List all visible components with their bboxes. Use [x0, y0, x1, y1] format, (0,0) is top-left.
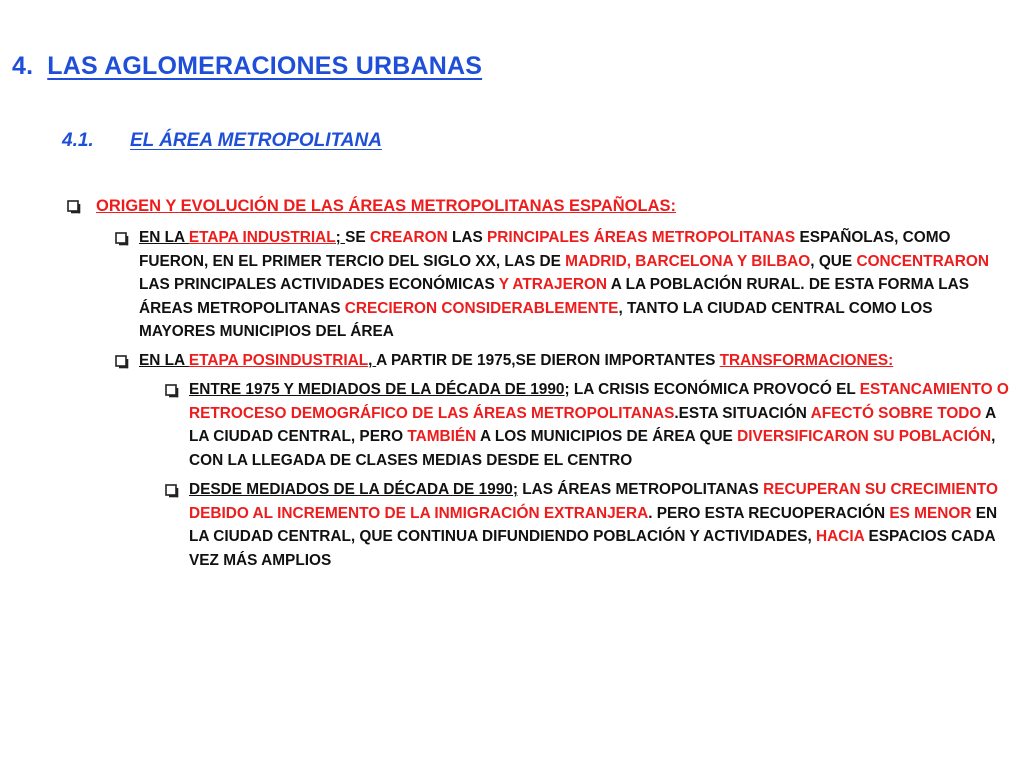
body-text: ESPACIOS CADA VEZ MÁS AMPLIOS	[189, 528, 996, 569]
body-text: LAS PRINCIPALES ACTIVIDADES ECONÓMICAS	[139, 276, 499, 293]
emphasis-text: CREARON	[369, 229, 448, 246]
emphasis-text: TRANSFORMACIONES:	[719, 352, 894, 369]
body-text: A LOS MUNICIPIOS DE ÁREA QUE	[476, 428, 738, 445]
list-item	[139, 349, 999, 373]
body-text: ,	[368, 352, 377, 369]
emphasis-text: ESTANCAMIENTO O RETROCESO DEMOGRÁFICO DE LAS ÁREAS METROPOLITANAS	[189, 381, 1009, 422]
body-text: , CON LA LLEGADA DE CLASES MEDIAS DESDE EL CENTRO	[189, 428, 996, 469]
title-number: 4.	[12, 52, 34, 80]
emphasis-text: ETAPA POSINDUSTRIAL	[188, 352, 369, 369]
checkbox-square-icon	[115, 355, 127, 367]
body-text: EN LA CIUDAD CENTRAL, QUE CONTINUA DIFUNDIENDO POBLACIÓN Y ACTIVIDADES,	[189, 504, 998, 545]
list-item	[189, 378, 1009, 472]
body-text: A PARTIR DE 1975,SE DIERON IMPORTANTES	[376, 352, 720, 369]
emphasis-text: Y ATRAJERON	[498, 276, 608, 293]
emphasis-text: MADRID, BARCELONA Y BILBAO	[565, 252, 811, 270]
emphasis-text: TAMBIÉN	[407, 428, 477, 445]
emphasis-text: CONCENTRARON	[856, 252, 989, 270]
checkbox-square-icon	[165, 484, 177, 496]
emphasis-text: ES MENOR	[889, 504, 972, 522]
emphasis-text: CRECIERON CONSIDERABLEMENTE	[344, 299, 619, 317]
body-text: , TANTO LA CIUDAD CENTRAL COMO LOS MAYORES MUNICIPIOS DEL ÁREA	[139, 299, 933, 340]
list-item	[189, 478, 1019, 572]
body-text: ;	[335, 229, 346, 246]
section-label: ORIGEN Y EVOLUCIÓN DE LAS ÁREAS METROPOLITANAS ESPAÑOLAS:	[96, 197, 676, 215]
subtitle-number: 4.1.	[62, 130, 94, 151]
checkbox-square-icon	[165, 384, 177, 396]
checkbox-square-icon	[115, 232, 127, 244]
body-text: SE	[345, 229, 370, 246]
body-text: DESDE MEDIADOS DE LA DÉCADA DE 1990;	[189, 481, 518, 498]
body-text: ; LA CRISIS ECONÓMICA PROVOCÓ EL	[564, 381, 860, 398]
body-text: ENTRE 1975 Y MEDIADOS DE LA DÉCADA DE 1990	[189, 381, 565, 398]
body-text: LAS ÁREAS METROPOLITANAS	[517, 481, 764, 498]
body-text: EN LA	[139, 352, 189, 369]
body-text: A LA POBLACIÓN RURAL. DE ESTA FORMA LAS ÁREAS METROPOLITANAS	[139, 276, 969, 317]
subtitle	[62, 130, 382, 152]
checkbox-square-icon	[67, 200, 79, 212]
body-text: A LA CIUDAD CENTRAL, PERO	[189, 404, 996, 445]
list-item	[139, 226, 999, 344]
emphasis-text: PRINCIPALES ÁREAS METROPOLITANAS	[487, 229, 796, 246]
body-text: ESPAÑOLAS, COMO FUERON, EN EL PRIMER TERCIO DEL SIGLO XX, LAS DE	[139, 229, 951, 270]
title-text: LAS AGLOMERACIONES URBANAS	[47, 52, 483, 80]
emphasis-text: RECUPERAN SU CRECIMIENTO DEBIDO AL INCREMENTO DE LA INMIGRACIÓN EXTRANJERA	[189, 481, 998, 522]
emphasis-text: DIVERSIFICARON SU POBLACIÓN	[737, 428, 992, 445]
emphasis-text: ETAPA INDUSTRIAL	[188, 229, 336, 246]
body-text: .ESTA SITUACIÓN	[674, 404, 811, 422]
emphasis-text: HACIA	[816, 528, 865, 545]
emphasis-text: AFECTÓ SOBRE TODO	[810, 404, 982, 422]
body-text: , QUE	[810, 252, 857, 270]
body-text: LAS	[447, 229, 488, 246]
slide-title	[12, 52, 482, 81]
subtitle-text: EL ÁREA METROPOLITANA	[130, 130, 382, 151]
body-text: EN LA	[139, 229, 189, 246]
body-text: . PERO ESTA RECUOPERACIÓN	[648, 504, 890, 522]
